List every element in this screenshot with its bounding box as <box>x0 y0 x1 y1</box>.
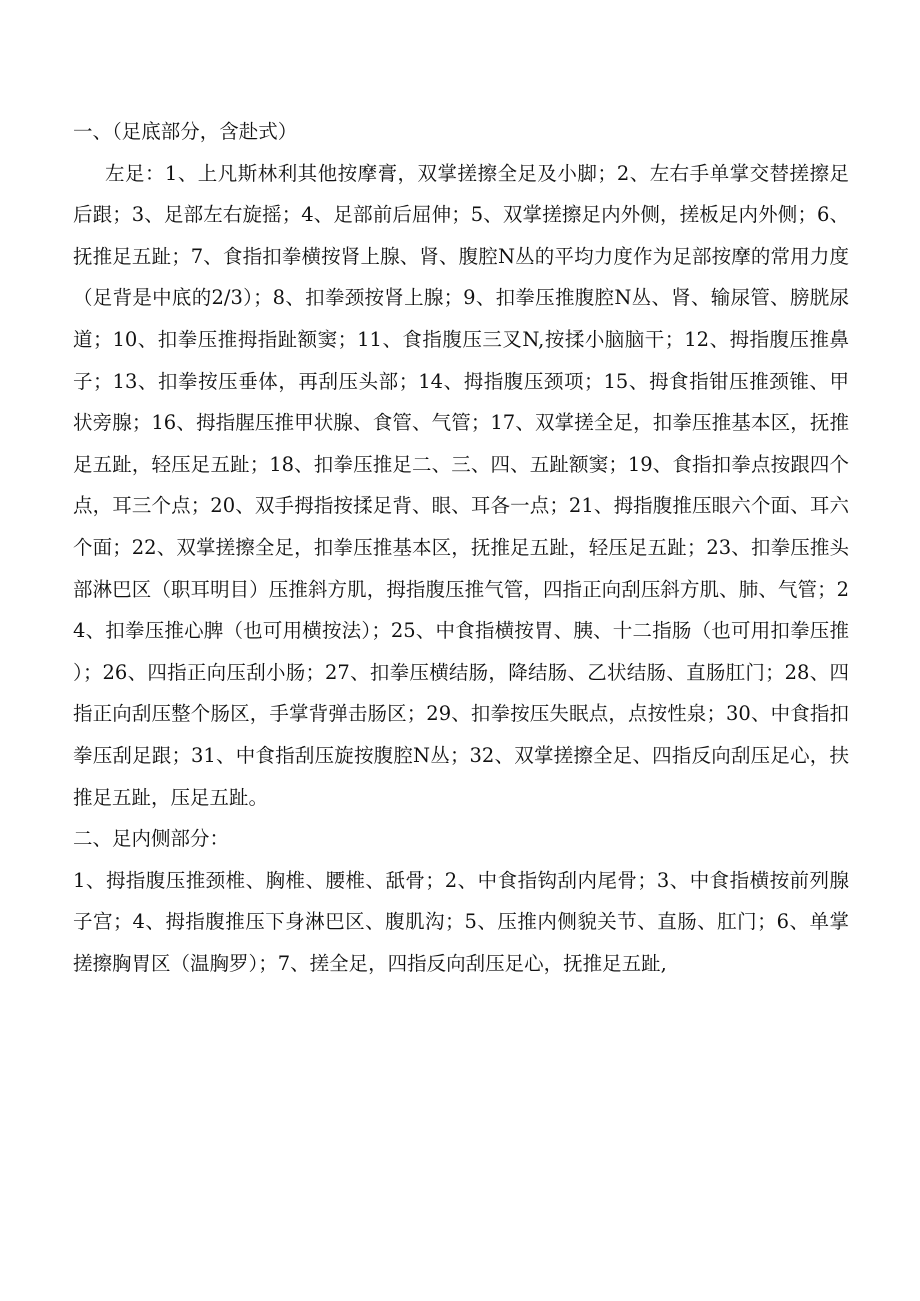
section-heading-foot-sole: 一、（足底部分，含赴式） <box>73 120 298 143</box>
paragraph-inner-side-steps: 1、拇指腹压推颈椎、胸椎、腰椎、舐骨；2、中食指钩刮内尾骨；3、中食指横按前列腺子宫；4、拇指腹推压下身淋巴区、腹肌沟；5、压推内侧貌关节、直肠、肛门；6、单掌搓擦胸胃区（温胸罗）；7、搓全足，四指反向刮压足心，抚推足五趾, <box>73 868 849 975</box>
document-body <box>73 111 849 984</box>
paragraph-left-foot-steps: 左足：1、上凡斯林利其他按摩膏，双掌搓擦全足及小脚；2、左右手单掌交替搓擦足后跟；3、足部左右旋摇；4、足部前后屈伸；5、双掌搓擦足内外侧，搓板足内外侧；6、抚推足五趾；7、食指扣拳横按肾上腺、肾、腹腔N丛的平均力度作为足部按摩的常用力度（足背是中底的2/3）；8、扣拳颈按肾上腺；9、扣拳压推腹腔N丛、肾、输尿管、膀胱尿道；10、扣拳压推拇指趾额窦；11、食指腹压三叉N,按揉小脑脑干；12、拇指腹压推鼻子；13、扣拳按压垂体，再刮压头部；14、拇指腹压颈项；15、拇食指钳压推颈锥、甲状旁腺；16、拇指腥压推甲状腺、食管、气管；17、双掌搓全足，扣拳压推基本区，抚推足五趾，轻压足五趾；18、扣拳压推足二、三、四、五趾额窦；19、食指扣拳点按跟四个点，耳三个点；20、双手拇指按揉足背、眼、耳各一点；21、拇指腹推压眼六个面、耳六个面；22、双掌搓擦全足，扣拳压推基本区，抚推足五趾，轻压足五趾；23、扣拳压推头部淋巴区（职耳明目）压推斜方肌，拇指腹压推气管，四指正向刮压斜方肌、肺、气管；24、扣拳压推心脾（也可用横按法）；25、中食指横按胃、胰、十二指肠（也可用扣拳压推）；26、四指正向压刮小肠；27、扣拳压横结肠，降结肠、乙状结肠、直肠肛门；28、四指正向刮压整个肠区，手掌背弹击肠区；29、扣拳按压失眠点，点按性泉；30、中食指扣拳压刮足跟；31、中食指刮压旋按腹腔N丛；32、双掌搓擦全足、四指反向刮压足心，扶推足五趾，压足五趾。 <box>73 161 849 809</box>
section-heading-foot-inner-side: 二、足内侧部分： <box>73 827 230 851</box>
